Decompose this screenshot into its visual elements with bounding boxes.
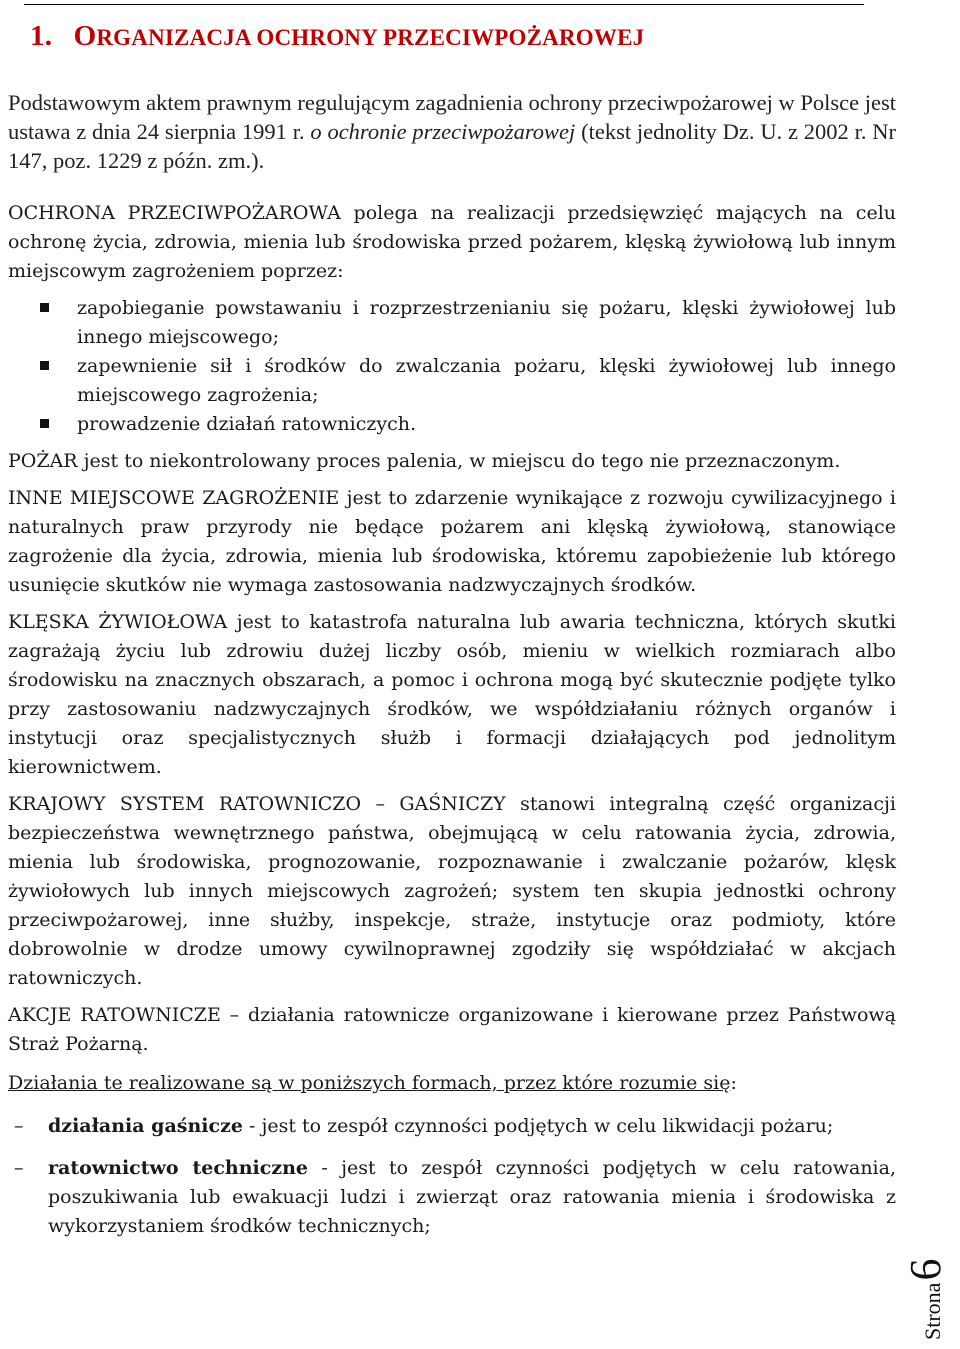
list-item (8, 1112, 896, 1141)
kleska-paragraph (8, 608, 896, 782)
heading-number: 1. (30, 20, 53, 52)
inne-term: INNE MIEJSCOWE ZAGROŻENIE (8, 487, 340, 509)
pozar-term: POŻAR (8, 450, 78, 472)
intro-paragraph (8, 88, 896, 175)
akcje-term: AKCJE RATOWNICZE (8, 1004, 221, 1026)
pozar-paragraph (8, 447, 896, 476)
list-item-text: zapewnienie sił i środków do zwalczania pożaru, klęski żywiołowej lub innego miejscowego zagrożenia; (77, 355, 896, 406)
form-term: ratownictwo techniczne (48, 1157, 308, 1179)
ochrona-text: polega na realizacji przedsięwzięć mających na celu ochronę życia, zdrowia, mienia lub środowiska przed pożarem, klęską żywiołową lub innym miejscowym zagrożeniem poprzez: (8, 202, 897, 282)
list-item-text: zapobieganie powstawaniu i rozprzestrzenianiu się pożaru, klęski żywiołowej lub innego miejscowego; (77, 297, 896, 348)
kleska-text: jest to katastrofa naturalna lub awaria techniczna, których skutki zagrażają życiu lub zdrowiu dużej liczby osób, mieniu w wielkich rozmiarach albo środowisku na znacznych obszarach, a pomoc i ochrona mogą być skutecznie podjęte tylko przy zastosowaniu nadzwyczajnych środków, we współdziałaniu różnych organów i instytucji oraz specjalistycznych służb i formacji działających pod jednolitym kierownictwem. (8, 611, 896, 778)
list-item (8, 294, 896, 352)
ksrg-term: KRAJOWY SYSTEM RATOWNICZO – GAŚNICZY (8, 793, 506, 815)
intro-act-title: o ochronie przeciwpożarowej (310, 119, 576, 144)
square-bullet-icon (40, 303, 49, 312)
heading-initial: O (73, 20, 97, 52)
inne-text: jest to zdarzenie wynikające z rozwoju cywilizacyjnego i naturalnych praw przyrody nie będące pożarem ani klęską żywiołową, stanowiące zagrożenie dla życia, zdrowia, mienia lub środowiska, któremu zapobieżenie lub którego usunięcie skutków nie wymaga zastosowania nadzwyczajnych środków. (8, 487, 896, 596)
inne-paragraph (8, 484, 896, 600)
page-label-word: Strona (920, 1282, 945, 1340)
forms-list (8, 1112, 896, 1241)
akcje-paragraph (8, 1001, 896, 1059)
ksrg-paragraph (8, 790, 896, 993)
top-rule (24, 4, 864, 5)
list-item-text: prowadzenie działań ratowniczych. (77, 413, 416, 435)
ochrona-list (8, 294, 896, 439)
list-item (8, 410, 896, 439)
pozar-text: jest to niekontrolowany proces palenia, w miejscu do tego nie przeznaczonym. (77, 450, 841, 472)
ksrg-text: stanowi integralną część organizacji bezpieczeństwa wewnętrznego państwa, obejmującą w celu ratowania życia, zdrowia, mienia lub środowiska, prognozowanie, rozpoznawanie i zwalczanie pożarów, klęsk żywiołowych lub innych miejscowych zagrożeń; system ten skupia jednostki ochrony przeciwpożarowej, inne służby, inspekcje, straże, instytucje oraz podmioty, które dobrowolnie w drodze umowy cywilnoprawnej zgodziły się współdziałać w akcjach ratowniczych. (8, 793, 896, 989)
ochrona-term: OCHRONA PRZECIWPOŻAROWA (8, 202, 341, 224)
intro-text-before: Podstawowym aktem prawnym regulującym zagadnienia ochrony przeciwpożarowej w Polsce jest ustawa z dnia 24 sierpnia 1991 r. (8, 90, 896, 144)
page-number: 6 (901, 1258, 950, 1281)
page-number-label (900, 1170, 950, 1340)
dash-bullet: – (14, 1115, 24, 1137)
forms-intro-colon: : (730, 1072, 737, 1094)
list-item (8, 1154, 896, 1241)
list-item (8, 352, 896, 410)
square-bullet-icon (40, 419, 49, 428)
intro-text-after: (tekst jednolity Dz. U. z 2002 r. Nr 147, poz. 1229 z późn. zm.). (8, 119, 896, 173)
form-term: działania gaśnicze (48, 1115, 243, 1137)
document-body (8, 88, 896, 1254)
square-bullet-icon (40, 361, 49, 370)
ochrona-paragraph (8, 199, 896, 286)
akcje-text: – działania ratownicze organizowane i kierowane przez Państwową Straż Pożarną. (8, 1004, 896, 1055)
heading-rest: RGANIZACJA OCHRONY PRZECIWPOŻAROWEJ (96, 25, 645, 50)
forms-intro-text: Działania te realizowane są w poniższych formach, przez które rozumie się (8, 1072, 731, 1094)
kleska-term: KLĘSKA ŻYWIOŁOWA (8, 611, 228, 633)
form-text: - jest to zespół czynności podjętych w celu likwidacji pożaru; (242, 1115, 834, 1137)
forms-intro (8, 1069, 896, 1098)
form-text: - jest to zespół czynności podjętych w celu ratowania, poszukiwania lub ewakuacji ludzi i zwierząt oraz ratowania mienia i środowiska z wykorzystaniem środków technicznych; (48, 1157, 896, 1237)
dash-bullet: – (14, 1157, 24, 1179)
page-heading (30, 20, 644, 53)
